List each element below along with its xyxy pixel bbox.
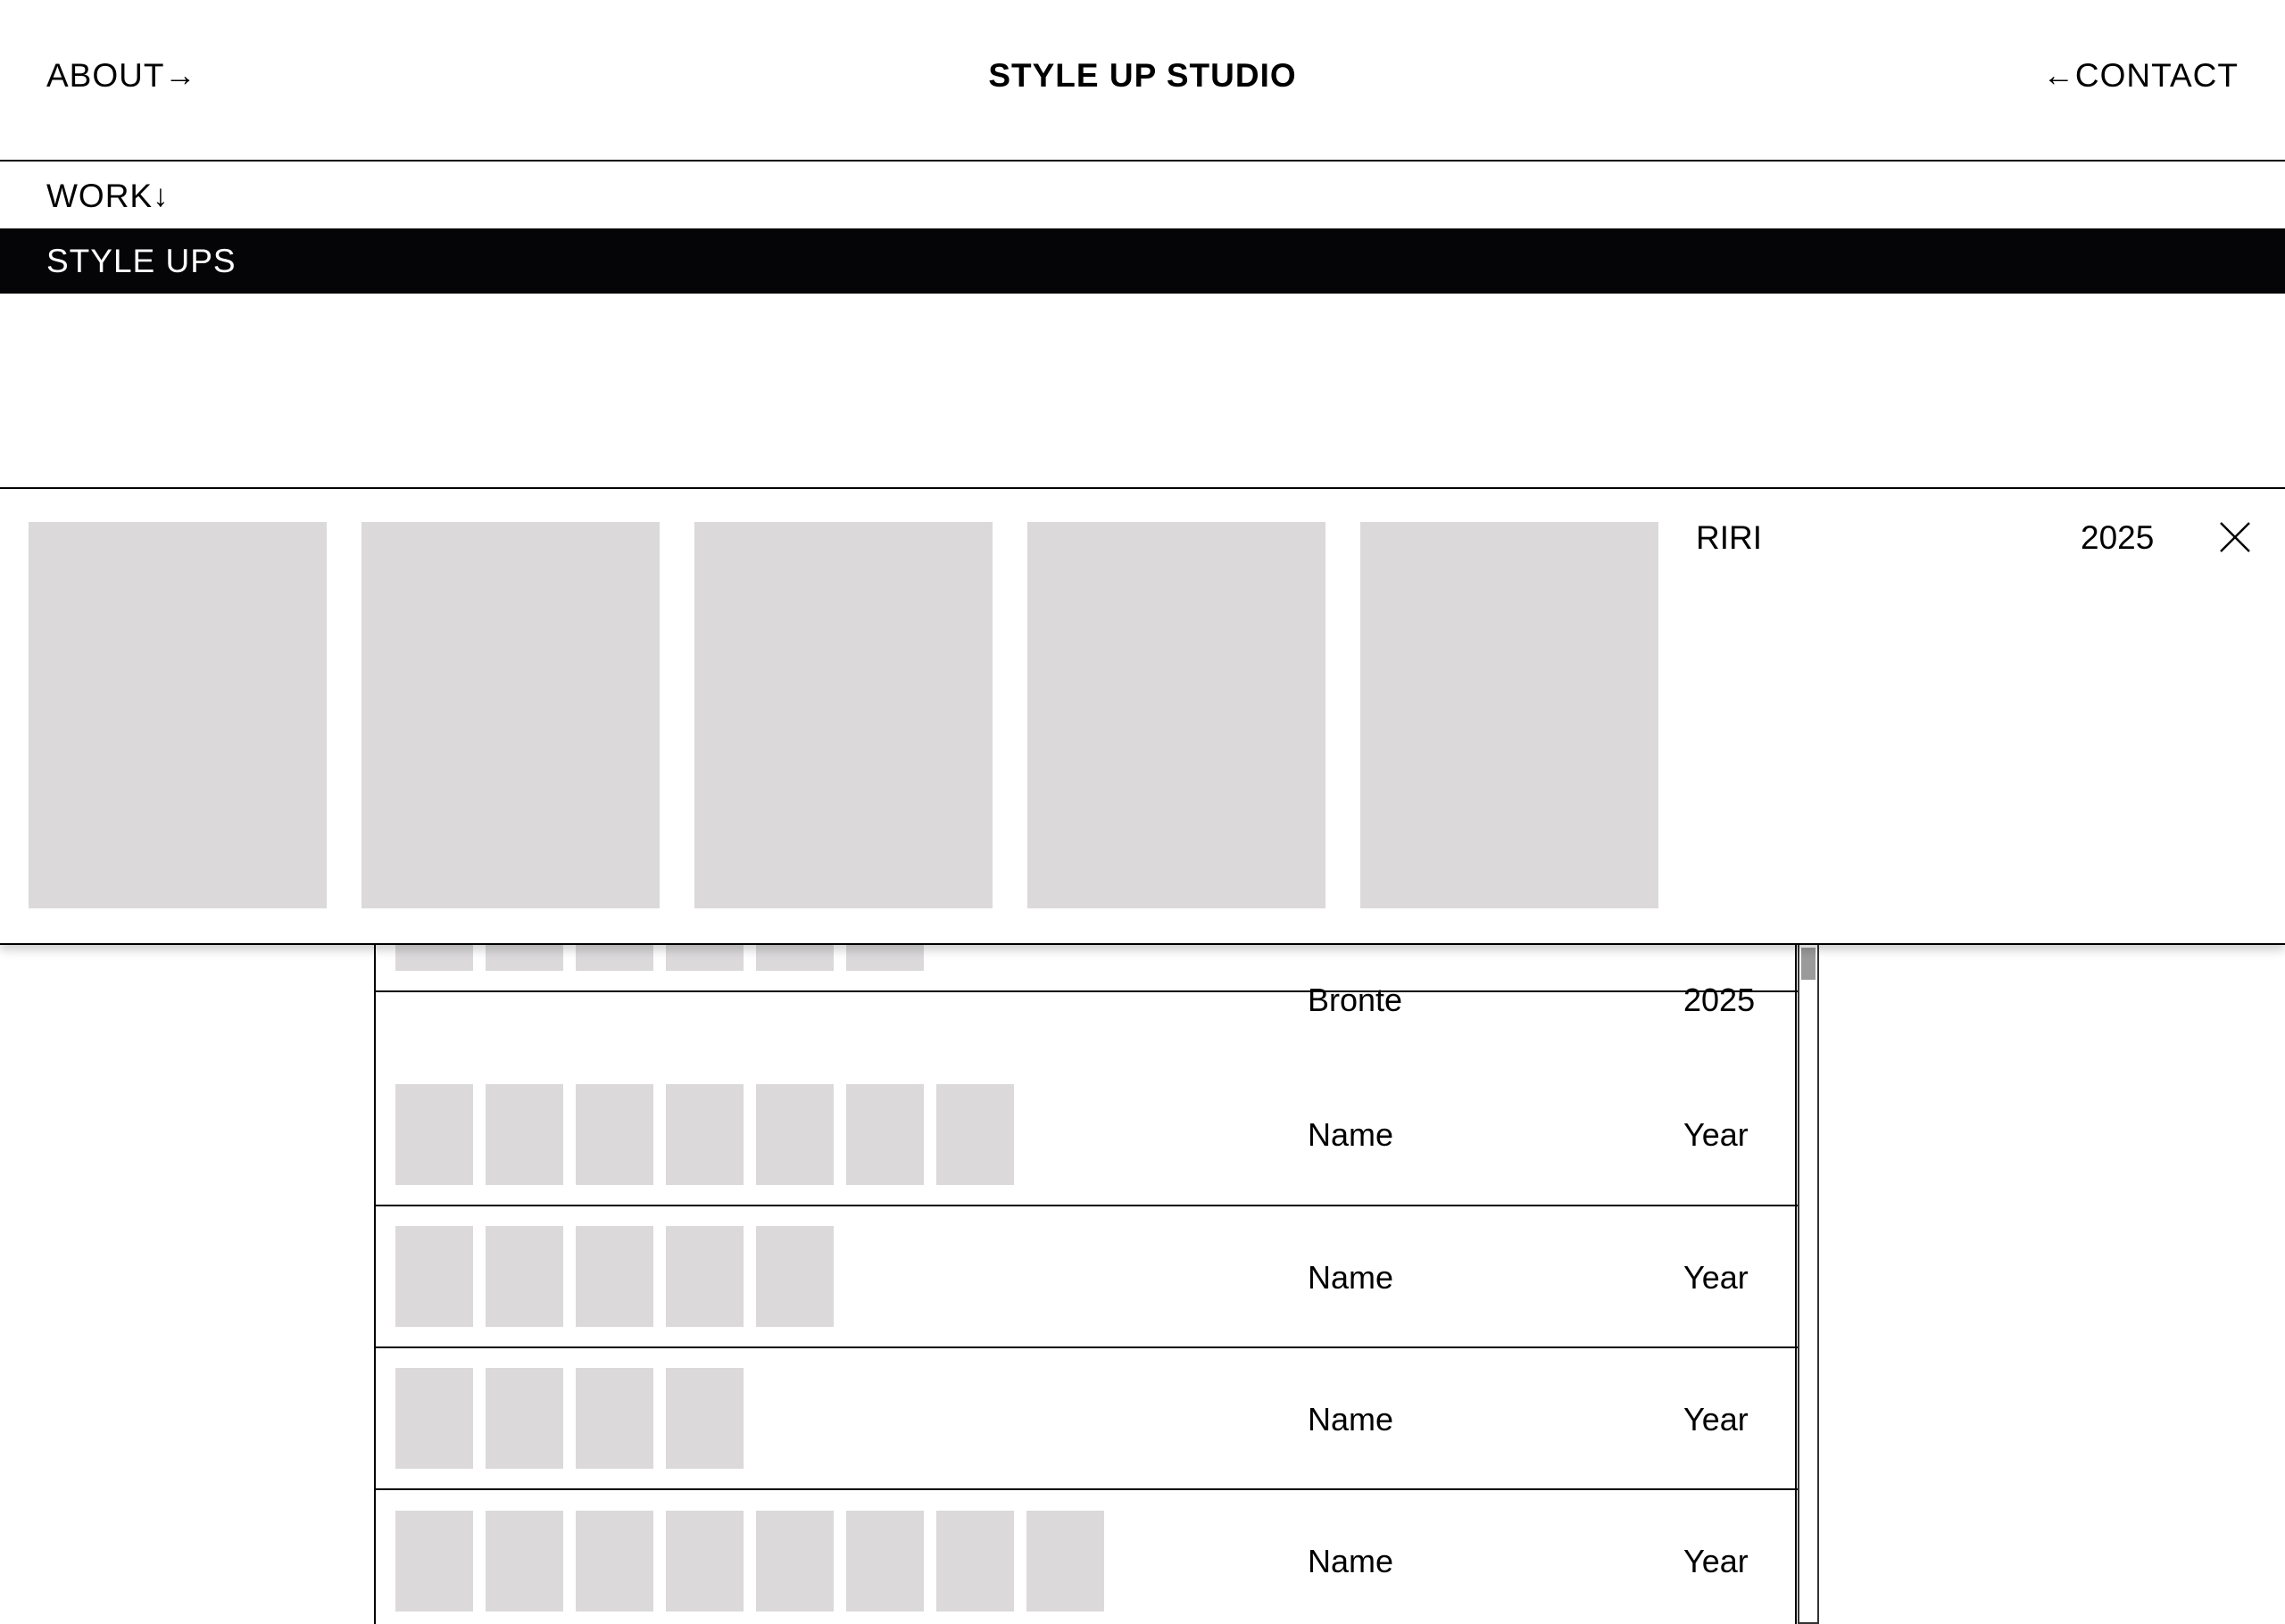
thumbnail-placeholder <box>486 1368 563 1469</box>
thumbnail-placeholder <box>936 1084 1014 1185</box>
site-header <box>0 0 2285 162</box>
style-ups-section-bar[interactable] <box>0 228 2285 294</box>
detail-year: 2025 <box>2081 519 2155 556</box>
thumbnail-placeholder <box>395 1226 473 1327</box>
project-detail-panel <box>0 487 2285 945</box>
gallery-image-placeholder[interactable] <box>29 522 327 908</box>
row-name: Name <box>1308 1543 1394 1579</box>
row-year: Year <box>1683 1543 1749 1579</box>
brand-link[interactable]: STYLE UP STUDIO <box>988 57 1297 94</box>
arrow-right-icon: → <box>164 58 197 93</box>
thumbnail-placeholder <box>395 1511 473 1612</box>
row-thumbnails <box>395 1206 834 1346</box>
thumbnail-placeholder <box>936 1511 1014 1612</box>
thumbnail-placeholder <box>756 1084 834 1185</box>
project-list <box>374 928 1797 1624</box>
gallery-image-placeholder[interactable] <box>361 522 660 908</box>
thumbnail-placeholder <box>666 1368 744 1469</box>
thumbnail-placeholder <box>756 1226 834 1327</box>
row-name: Bronte <box>1308 982 1403 1018</box>
thumbnail-placeholder <box>576 1084 653 1185</box>
thumbnail-placeholder <box>846 1511 924 1612</box>
row-name: Name <box>1308 1259 1394 1296</box>
thumbnail-placeholder <box>756 1511 834 1612</box>
thumbnail-placeholder <box>576 1226 653 1327</box>
list-scrollbar[interactable] <box>1798 928 1819 1624</box>
row-thumbnails <box>395 1348 744 1488</box>
thumbnail-placeholder <box>846 1084 924 1185</box>
thumbnail-placeholder <box>576 1368 653 1469</box>
brand-title <box>0 57 2285 95</box>
work-link[interactable] <box>46 178 170 215</box>
thumbnail-placeholder <box>666 1511 744 1612</box>
thumbnail-placeholder <box>1026 1511 1104 1612</box>
scrollbar-thumb[interactable] <box>1801 948 1816 980</box>
list-row[interactable] <box>376 1064 1800 1206</box>
thumbnail-placeholder <box>576 1511 653 1612</box>
thumbnail-placeholder <box>666 1084 744 1185</box>
about-label: ABOUT <box>46 57 165 94</box>
row-name: Name <box>1308 1401 1394 1438</box>
close-icon[interactable] <box>2217 519 2253 555</box>
thumbnail-placeholder <box>666 1226 744 1327</box>
row-thumbnails <box>395 1064 1014 1205</box>
gallery-image-placeholder[interactable] <box>694 522 993 908</box>
thumbnail-placeholder <box>486 1511 563 1612</box>
row-year: Year <box>1683 1116 1749 1153</box>
gallery-image-placeholder[interactable] <box>1027 522 1325 908</box>
row-year: 2025 <box>1683 982 1756 1018</box>
list-row[interactable] <box>376 1348 1800 1490</box>
thumbnail-placeholder <box>486 1226 563 1327</box>
contact-label: CONTACT <box>2074 57 2239 94</box>
work-row <box>0 163 2285 228</box>
row-year: Year <box>1683 1259 1749 1296</box>
row-thumbnails <box>395 1490 1104 1624</box>
arrow-left-icon: ← <box>2042 58 2075 93</box>
work-label: WORK <box>46 178 154 214</box>
detail-title: RIRI <box>1696 519 1762 556</box>
thumbnail-placeholder <box>395 1368 473 1469</box>
detail-gallery <box>29 522 1658 908</box>
row-year: Year <box>1683 1401 1749 1438</box>
style-ups-label: STYLE UPS <box>46 243 237 279</box>
arrow-down-icon: ↓ <box>153 178 170 213</box>
thumbnail-placeholder <box>486 1084 563 1185</box>
contact-link[interactable] <box>2043 57 2239 95</box>
list-row[interactable] <box>376 1206 1800 1348</box>
thumbnail-placeholder <box>395 1084 473 1185</box>
row-name: Name <box>1308 1116 1394 1153</box>
gallery-image-placeholder[interactable] <box>1360 522 1658 908</box>
list-row[interactable] <box>376 1490 1800 1624</box>
